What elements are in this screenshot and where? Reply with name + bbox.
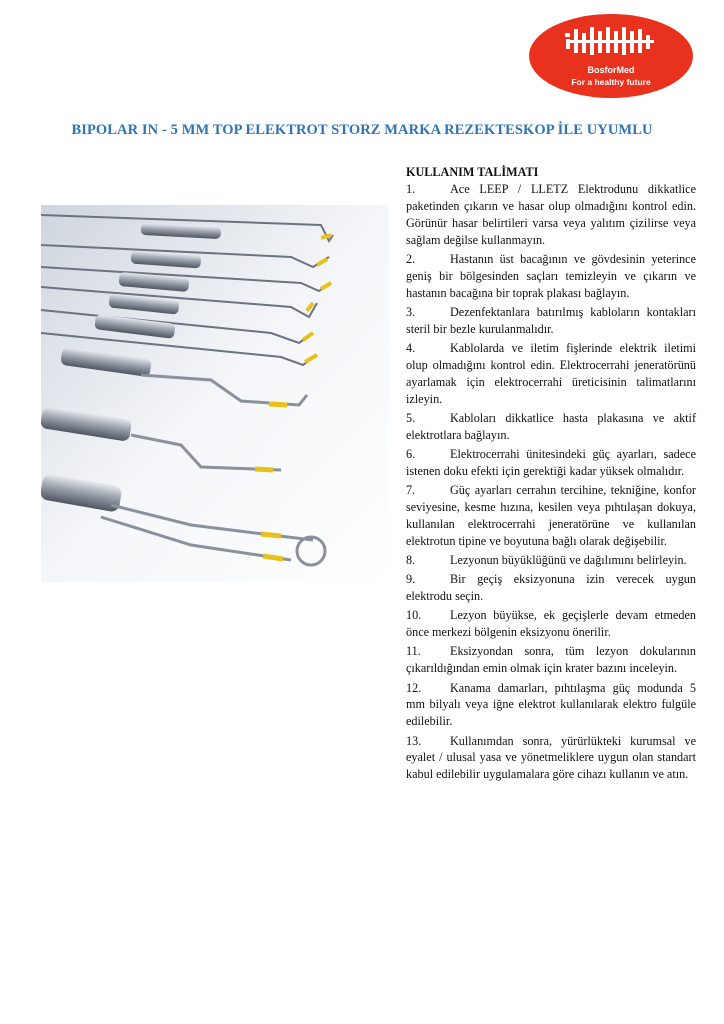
instruction-number: 13. xyxy=(406,733,422,748)
instruction-number: 10. xyxy=(406,608,422,623)
instruction-item xyxy=(406,552,696,569)
instruction-item xyxy=(406,482,696,550)
electrode-product-photo xyxy=(41,205,389,582)
instruction-number: 6. xyxy=(406,446,416,461)
instruction-text: Bir geçiş eksizyonuna izin verecek uygun elektrodu seçin. xyxy=(406,572,696,604)
instruction-item xyxy=(406,733,696,784)
instruction-text: Lezyon büyükse, ek geçişlerle devam etmeden önce merkezi bölgenin eksizyonu önerilir. xyxy=(406,608,696,640)
instruction-text: Lezyonun büyüklüğünü ve dağılımını belirleyin. xyxy=(450,553,687,568)
instruction-number: 11. xyxy=(406,644,421,659)
instruction-number: 12. xyxy=(406,680,422,695)
instruction-text: Hastanın üst bacağının ve gövdesinin yeterince geniş bir bölgesinden saçları temizleyin ve çıkarın ve hastanın bacağına bir toprak plakası bağlayın. xyxy=(406,251,696,300)
instruction-item xyxy=(406,643,696,677)
instruction-text: Kablolarda ve iletim fişlerinde elektrik iletimi olup olmadığını kontrol edin. Elektrocerrahi jeneratörünü ayarlamak için elektrocerrahi üreticisinin talimatlarını izleyin. xyxy=(406,340,696,406)
bosformed-logo xyxy=(528,13,694,99)
instruction-number: 5. xyxy=(406,410,416,425)
instruction-text: Dezenfektanlara batırılmış kabloların kontakları steril bir bezle kurulanmalıdır. xyxy=(406,304,696,336)
instruction-text: Kullanımdan sonra, yürürlükteki kurumsal ve eyalet / ulusal yasa ve yönetmeliklere uygun olan standart kabul edilebilir uygulamalara göre cihazı kullanın ve atın. xyxy=(406,733,696,782)
page-title: BIPOLAR IN - 5 MM TOP ELEKTROT STORZ MARKA REZEKTESKOP İLE UYUMLU xyxy=(71,122,653,138)
instruction-number: 8. xyxy=(406,553,416,568)
instruction-number: 3. xyxy=(406,304,416,319)
logo-graphic xyxy=(528,13,694,99)
instruction-item xyxy=(406,304,696,338)
instruction-item xyxy=(406,680,696,731)
instruction-text: Kanama damarları, pıhtılaşma güç modunda 5 mm bilyalı veya iğne elektrot kullanılarak elektro fulgüle edilebilir. xyxy=(406,680,696,729)
instruction-text: Ace LEEP / LLETZ Elektrodunu dikkatlice paketinden çıkarın ve hasar olup olmadığını kontrol edin. Görünür hasar belirtileri varsa veya yalıtım çizilirse veya sağlam değilse kullanmayın. xyxy=(406,181,696,247)
instruction-text: Kabloları dikkatlice hasta plakasına ve aktif elektrotlara bağlayın. xyxy=(406,410,696,442)
instruction-item xyxy=(406,410,696,444)
instruction-item xyxy=(406,446,696,480)
instruction-item xyxy=(406,571,696,605)
instruction-number: 2. xyxy=(406,251,416,266)
instruction-item xyxy=(406,340,696,408)
instruction-number: 4. xyxy=(406,340,416,355)
instructions-heading: KULLANIM TALİMATI xyxy=(406,165,539,179)
instructions-section xyxy=(406,164,696,786)
instruction-text: Eksizyondan sonra, tüm lezyon dokularının çıkarıldığından emin olmak için krater bazını inceleyin. xyxy=(406,644,696,676)
logo-brand: BosforMed xyxy=(587,65,635,75)
instruction-text: Elektrocerrahi ünitesindeki güç ayarları, sadece istenen doku efekti için gerektiği kadar yüksek olmalıdır. xyxy=(406,446,696,478)
instruction-item xyxy=(406,251,696,302)
instruction-number: 7. xyxy=(406,483,416,498)
instruction-number: 9. xyxy=(406,572,416,587)
instruction-item xyxy=(406,181,696,249)
instruction-item xyxy=(406,607,696,641)
logo-tagline: For a healthy future xyxy=(571,77,651,87)
instruction-text: Güç ayarları cerrahın tercihine, tekniğine, konfor seviyesine, kesme hızına, kesilen veya pıhtılaşan dokuya, kullanılan elektrocerrahi jeneratörüne ve kullanılan elektrotun tipine ve boyutuna bağlı olarak değişebilir. xyxy=(406,483,696,548)
instruction-number: 1. xyxy=(406,181,416,196)
